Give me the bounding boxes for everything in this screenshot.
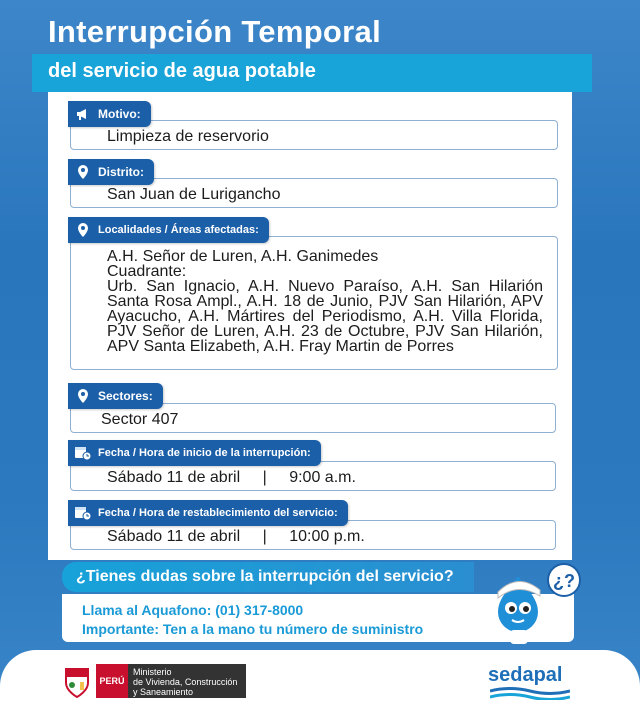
peru-coat-of-arms-icon: [62, 663, 92, 699]
distrito-value: San Juan de Lurigancho: [107, 186, 281, 203]
inicio-date: Sábado 11 de abril: [107, 469, 241, 486]
wave-icon: [490, 686, 570, 700]
ministry-name: [128, 664, 246, 698]
inicio-label: [68, 440, 321, 466]
localidades-line3: Urb. San Ignacio, A.H. Nuevo Paraíso, A.H. San Hilarión Santa Rosa Ampl., A.H. 18 de Junio, PJV San Hilarión, APV Ayacucho, A.H. Mártires del Periodismo, A.H. Villa Florida, PJV Señor de Luren, A.H. 23 de Octubre, PJV San Hilarión, APV Santa Elizabeth, A.H. Fray Martin de Porres: [107, 278, 543, 355]
question-bubble-text: ¿?: [553, 571, 575, 591]
megaphone-icon: [74, 105, 92, 123]
distrito-label-text: Distrito:: [98, 165, 144, 179]
location-pin-icon: [74, 387, 92, 405]
ministry-line2: de Vivienda, Construcción: [133, 677, 238, 687]
inicio-datetime: [107, 469, 356, 487]
sedapal-logo: sedapal: [488, 664, 563, 686]
restablecimiento-label-text: Fecha / Hora de restablecimiento del servicio:: [98, 507, 338, 519]
localidades-text: [107, 249, 543, 354]
localidades-line1: A.H. Señor de Luren, A.H. Ganimedes: [107, 248, 379, 265]
location-pin-icon: [74, 163, 92, 181]
ministry-line3: y Saneamiento: [133, 687, 194, 697]
calendar-clock-icon: [74, 504, 92, 522]
inicio-time: 9:00 a.m.: [289, 469, 356, 486]
motivo-label: [68, 101, 151, 127]
inicio-label-text: Fecha / Hora de inicio de la interrupción:: [98, 447, 311, 459]
ministry-logo: [96, 664, 246, 698]
restablecimiento-label: [68, 500, 348, 526]
localidades-label-text: Localidades / Áreas afectadas:: [98, 224, 259, 236]
restablecimiento-datetime: [107, 528, 365, 546]
water-drop-mascot: [482, 562, 582, 646]
page-subtitle: del servicio de agua potable: [48, 60, 316, 82]
sectores-value: Sector 407: [101, 411, 179, 428]
peru-label: PERÚ: [96, 664, 128, 698]
localidades-line2: Cuadrante:: [107, 263, 187, 280]
important-note: Importante: Ten a la mano tu número de suministro: [82, 621, 424, 637]
ministry-line1: Ministerio: [133, 667, 172, 677]
help-question: ¿Tienes dudas sobre la interrupción del servicio?: [62, 562, 474, 592]
sectores-label: [68, 383, 163, 409]
page-title: Interrupción Temporal: [48, 14, 381, 49]
restablecimiento-separator: |: [262, 528, 267, 545]
subtitle-bar: [32, 54, 592, 92]
restablecimiento-date: Sábado 11 de abril: [107, 528, 241, 545]
location-pin-icon: [74, 221, 92, 239]
restablecimiento-time: 10:00 p.m.: [289, 528, 365, 545]
localidades-label: [68, 217, 269, 243]
inicio-separator: |: [262, 469, 267, 486]
calendar-clock-icon: [74, 444, 92, 462]
motivo-value: Limpieza de reservorio: [107, 128, 269, 145]
sectores-label-text: Sectores:: [98, 389, 153, 403]
localidades-field: [70, 236, 558, 370]
motivo-label-text: Motivo:: [98, 107, 141, 121]
distrito-label: [68, 159, 154, 185]
aquafono-phone[interactable]: Llama al Aquafono: (01) 317-8000: [82, 602, 304, 618]
